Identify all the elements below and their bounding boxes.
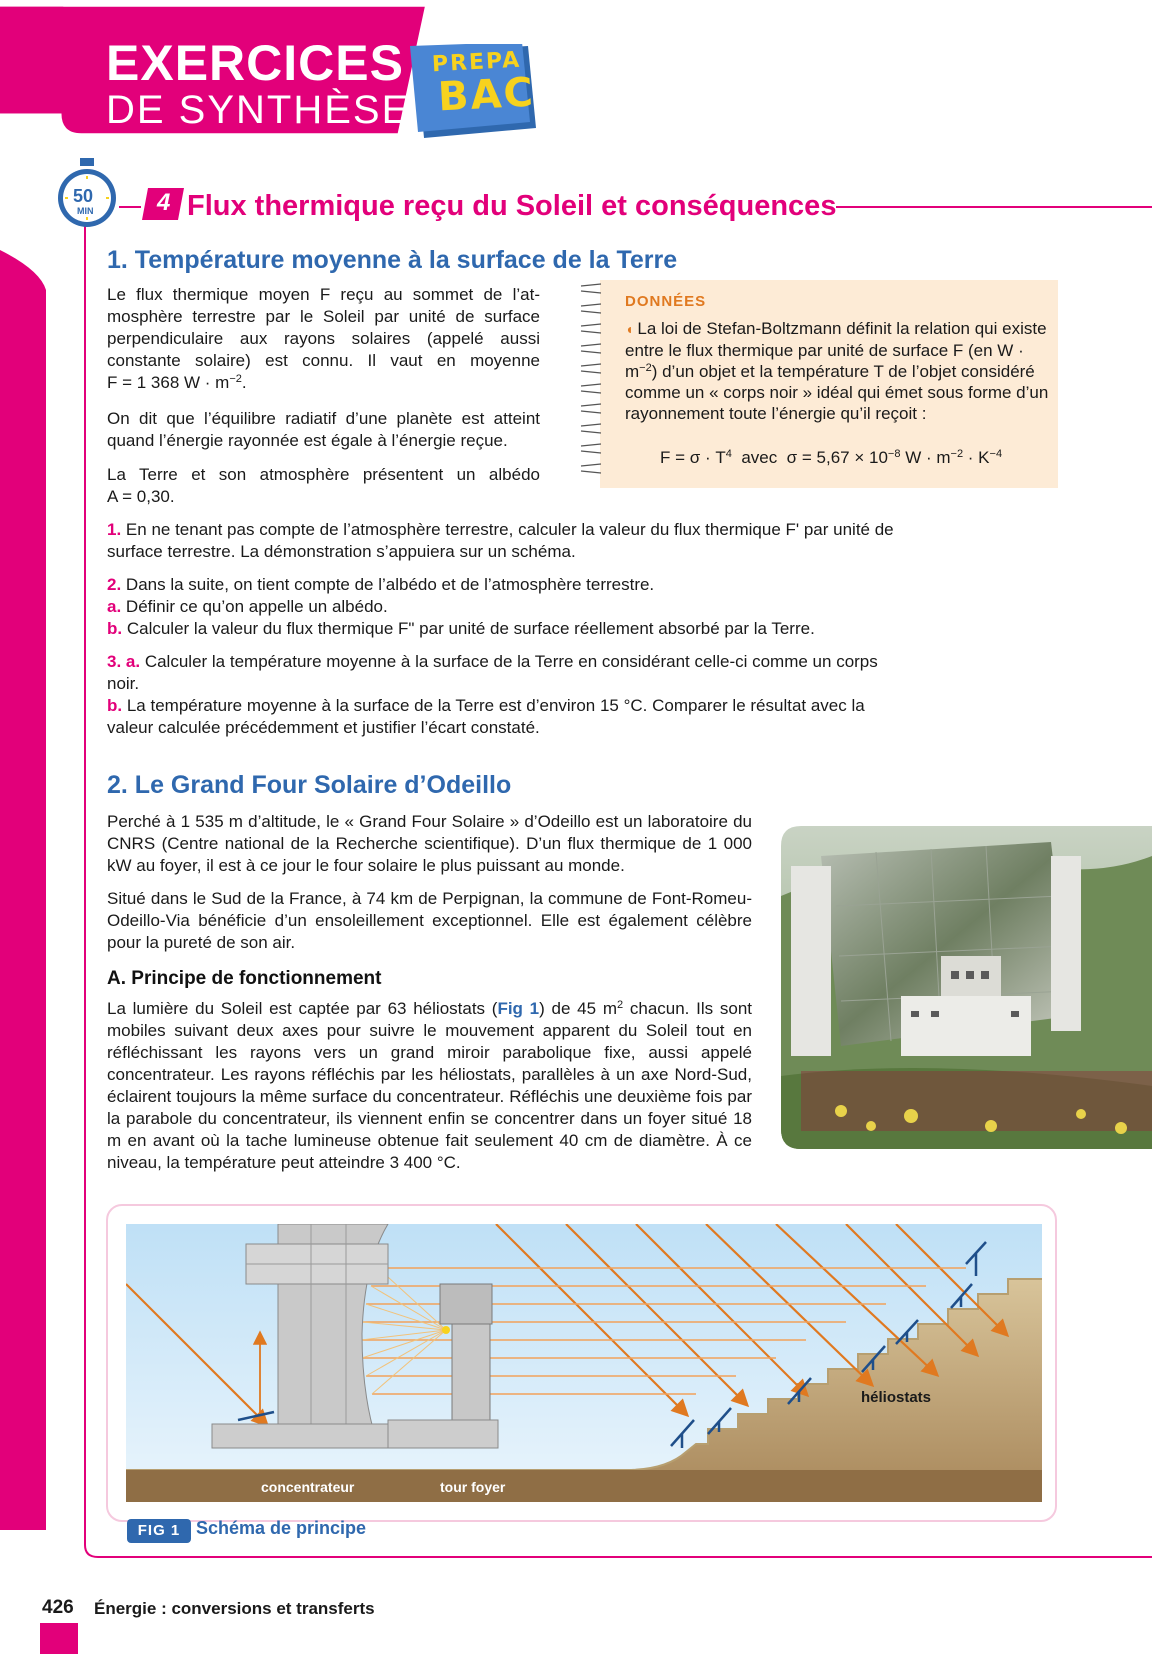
albedo-text <box>107 464 540 508</box>
chapter-title: Énergie : conversions et transferts <box>94 1599 375 1618</box>
question-3 <box>107 651 902 739</box>
principe-subheading: A. Principe de fonctionnement <box>107 968 382 989</box>
para3-a: La lumière du Soleil est captée par 63 héliostats ( <box>107 999 498 1018</box>
odeillo-para3 <box>107 998 752 1174</box>
question-text: Calculer la valeur du flux thermique F" par unité de surface réellement absorbé par la Terre. <box>126 619 815 638</box>
para3-b: ) de 45 m <box>539 999 617 1018</box>
question-text: Calculer la température moyenne à la surface de la Terre en considérant celle-ci comme un corps noir. <box>107 652 878 693</box>
formula-part: · K <box>963 448 990 467</box>
timer-connector <box>119 206 141 208</box>
equilibre-text: On dit que l’équilibre radiatif d’une planète est atteint quand l’énergie rayonnée est égale à l’énergie reçue. <box>107 409 540 450</box>
para3-exp: 2 <box>617 999 624 1011</box>
footer-marker <box>40 1623 78 1654</box>
bullet-icon: ◖ <box>625 321 638 337</box>
question-text: Dans la suite, on tient compte de l’albédo et de l’atmosphère terrestre. <box>125 575 655 594</box>
badge-prepa-text: PREPA <box>431 47 522 78</box>
exercise-number: 4 <box>157 189 171 216</box>
intro-value-text: F = 1 368 W · m <box>107 373 230 392</box>
formula-exp: −8 <box>887 448 901 460</box>
odeillo-para2: Situé dans le Sud de la France, à 74 km de Perpignan, la commune de Font-Romeu-Odeillo-Via bénéficie d’un ensoleillement exceptionnel. Elle est également célèbre pour la pureté de son air. <box>107 889 752 952</box>
figure-badge: FIG 1 <box>127 1519 191 1543</box>
question-text: Définir ce qu’on appelle un albédo. <box>125 597 388 616</box>
header-title: EXERCICES <box>106 35 404 91</box>
intro-value: F = 1 368 $W \cdot m^{-2}$. <box>107 373 247 392</box>
intro-line: Le flux thermique moyen F reçu au sommet de l’at- <box>107 285 540 304</box>
part1-intro <box>107 284 540 394</box>
title-rule <box>836 206 1152 208</box>
question-text: En ne tenant pas compte de l’atmosphère terrestre, calculer la valeur du flux thermique F' par unité de surface terrestre. La démonstration s’appuiera sur un schéma. <box>107 520 894 561</box>
formula-part: F = σ · T <box>660 448 726 467</box>
albedo-line: La Terre et son atmosphère présentent un albédo <box>107 465 540 484</box>
question-text: La température moyenne à la surface de la Terre est d’environ 15 °C. Comparer le résultat avec la valeur calculée précédemment et justifier l’écart constaté. <box>107 696 865 737</box>
donnees-title: DONNÉES <box>625 293 707 310</box>
label-concentrateur: concentrateur <box>261 1479 355 1495</box>
intro-line: perpendiculaire aux rayons solaires (appelé aussi <box>107 329 540 348</box>
para3-c: chacun. Ils sont mobiles suivant deux axes pour suivre le mouvement apparent du Soleil tout en réfléchissant les rayons vers un grand miroir parabolique fixe, aussi appelé concentrateur. Les rayons réfléchis par les héliostats, parallèles à un axe Nord-Sud, éclairent toujours la même surface du concentrateur. Réfléchis une deuxième fois par la parabole du concentrateur, ils viennent enfin se concentrer dans un foyer situé 18 m en avant où la tache lumineuse obtenue fait seulement 40 cm de diamètre. À ce niveau, la température peut atteindre 3 400 °C. <box>107 999 753 1172</box>
formula-part: W · m <box>900 448 951 467</box>
part2-heading: 2. Le Grand Four Solaire d’Odeillo <box>107 771 512 799</box>
donnees-text <box>625 318 1050 424</box>
donnees-text-b: ) d’un objet et la température T de l’objet considéré comme un « corps noir » idéal qui émet sous forme d’un rayonnement toute l’énergie qu’il reçoit : <box>625 362 1049 423</box>
solar-furnace-photo <box>781 826 1152 1149</box>
label-tour-foyer: tour foyer <box>440 1479 506 1495</box>
intro-value-exp: −2 <box>229 373 242 385</box>
header-subtitle: DE SYNTHÈSE <box>106 88 411 132</box>
label-heliostats: héliostats <box>861 1389 932 1406</box>
intro-line: constante solaire) est connu. Il vaut en moyenne <box>107 351 540 370</box>
solar-furnace-diagram <box>126 1224 1042 1502</box>
question-2 <box>107 574 902 640</box>
formula-exp: −4 <box>989 448 1003 460</box>
left-margin-bar <box>0 250 46 1530</box>
question-number: 3. a. <box>107 652 141 671</box>
exercise-title: Flux thermique reçu du Soleil et conséquences <box>187 190 837 222</box>
donnees-text-a: La loi de Stefan-Boltzmann définit la relation qui existe entre le flux thermique par unité de surface F (en W · m <box>625 319 1047 381</box>
formula-exp: −2 <box>950 448 964 460</box>
badge-bac-text: BAC <box>436 69 536 121</box>
intro-line: mosphère terrestre par le Soleil par unité de surface <box>107 307 540 326</box>
spiral-binding-icon <box>579 282 603 484</box>
albedo-value: A = 0,30. <box>107 487 175 506</box>
page-number: 426 <box>42 1597 74 1618</box>
part1-heading: 1. Température moyenne à la surface de la Terre <box>107 246 678 274</box>
question-1 <box>107 519 902 563</box>
question-number: b. <box>107 696 123 715</box>
timer-minutes: 50 <box>73 186 94 206</box>
question-number: 2. <box>107 575 122 594</box>
fig-reference-link[interactable]: Fig 1 <box>497 999 540 1018</box>
donnees-text-exp: −2 <box>639 362 652 374</box>
timer-unit: MIN <box>77 206 94 216</box>
question-number: a. <box>107 597 122 616</box>
formula-part: avec σ = 5,67 × 10 <box>731 448 888 467</box>
question-number: b. <box>107 619 123 638</box>
odeillo-para1: Perché à 1 535 m d’altitude, le « Grand Four Solaire » d’Odeillo est un laboratoire du CNRS (Centre national de la Recherche scientifique). D’un flux thermique de 1 000 kW au foyer, il est à ce jour le four solaire le plus puissant au monde. <box>107 812 752 875</box>
figure-caption: Schéma de principe <box>196 1518 367 1538</box>
formula-exp: 4 <box>725 448 732 460</box>
stefan-boltzmann-formula <box>660 448 1002 468</box>
question-number: 1. <box>107 520 122 539</box>
